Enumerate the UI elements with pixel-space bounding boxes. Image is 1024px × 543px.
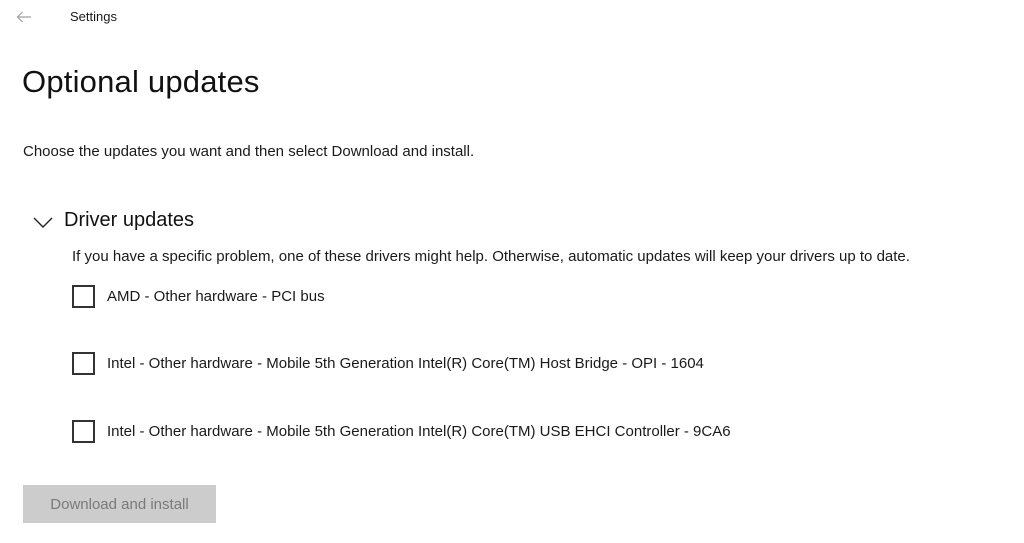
chevron-down-icon <box>32 211 54 233</box>
app-title: Settings <box>70 9 117 24</box>
page-title: Optional updates <box>22 64 260 99</box>
driver-updates-expander[interactable] <box>32 207 194 233</box>
checkbox[interactable] <box>72 285 95 308</box>
driver-item-intel-host-bridge[interactable] <box>72 352 704 375</box>
back-button[interactable] <box>12 6 36 28</box>
download-and-install-button[interactable]: Download and install <box>23 485 216 523</box>
checkbox[interactable] <box>72 420 95 443</box>
arrow-left-icon <box>16 11 32 23</box>
checkbox[interactable] <box>72 352 95 375</box>
section-description: If you have a specific problem, one of these drivers might help. Otherwise, automatic updates will keep your drivers up to date. <box>72 248 910 265</box>
driver-item-intel-usb-ehci[interactable] <box>72 420 731 443</box>
driver-item-label: AMD - Other hardware - PCI bus <box>107 288 325 305</box>
driver-item-label: Intel - Other hardware - Mobile 5th Generation Intel(R) Core(TM) USB EHCI Controller - 9CA6 <box>107 423 731 440</box>
driver-item-amd-pci-bus[interactable] <box>72 285 325 308</box>
page-intro-text: Choose the updates you want and then select Download and install. <box>23 143 475 160</box>
title-bar <box>0 0 1024 34</box>
driver-item-label: Intel - Other hardware - Mobile 5th Generation Intel(R) Core(TM) Host Bridge - OPI - 1604 <box>107 355 704 372</box>
section-title: Driver updates <box>64 208 195 231</box>
